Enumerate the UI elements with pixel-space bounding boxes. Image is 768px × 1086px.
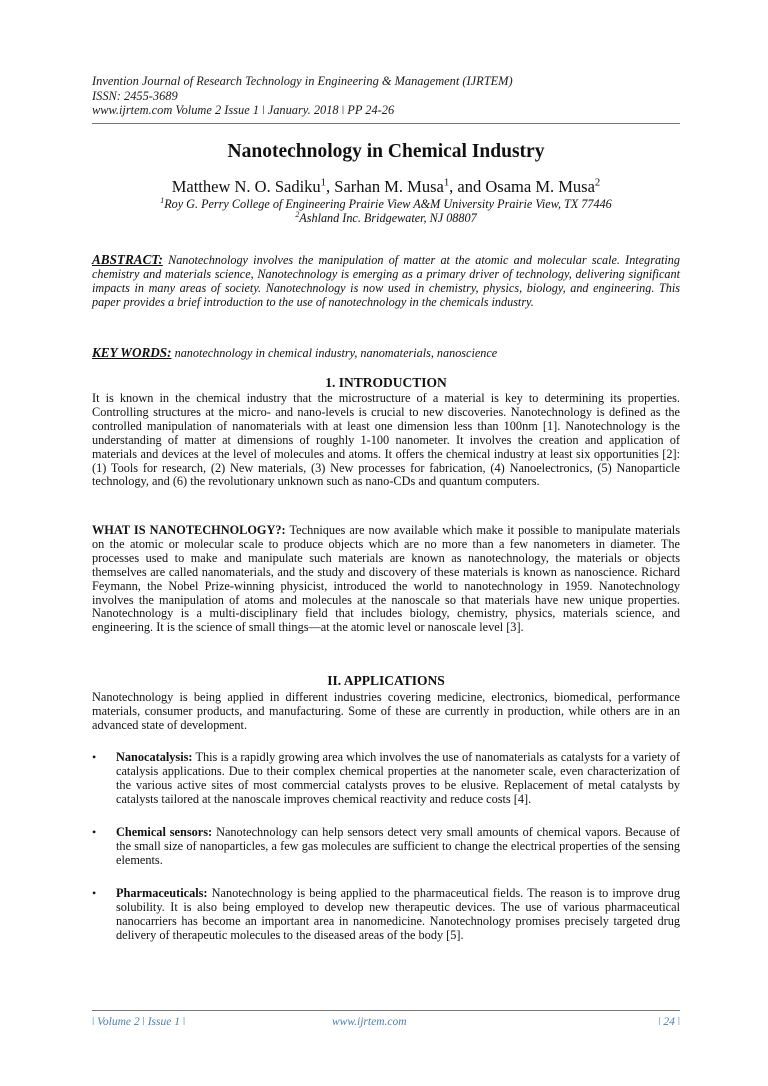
journal-volume-line: www.ijrtem.com Volume 2 Issue 1 ǀ January. 2018 ǀ PP 24-26 [92,103,395,117]
list-item [92,751,680,807]
affiliation [92,211,680,226]
abstract-text: Nanotechnology involves the manipulation of matter at the atomic and molecular scale. Integrating chemistry and materials science, Nanotechnology is emerging as a primary driver of technology, delivering significant impacts in many areas of society. Nanotechnology is now used in chemistry, physics, biology, and engineering. This paper provides a brief introduction to the use of nanotechnology in the chemicals industry. [92,253,680,309]
author-sep: , [326,177,335,196]
list-item [92,887,680,943]
journal-header [92,74,682,118]
what-is-nanotech-paragraph [92,524,680,635]
footer-website: www.ijrtem.com [332,1016,407,1028]
keywords [92,346,680,361]
section-heading-introduction: 1. INTRODUCTION [325,375,447,390]
bullet-icon: • [92,825,97,839]
footer-volume: ǀ Volume 2 ǀ Issue 1 ǀ [92,1016,186,1028]
list-item-label: Nanocatalysis: [116,750,193,764]
bullet-icon: • [92,886,97,900]
affiliation-text: Ashland Inc. Bridgewater, NJ 08807 [299,211,477,225]
footer-page-number: ǀ 24 ǀ [658,1016,680,1028]
list-item-label: Chemical sensors: [116,825,213,839]
intro-paragraph: It is known in the chemical industry that the microstructure of a material is key to determining its properties. Controlling structures at the micro- and nano-levels is crucial to new discoveries. Nanotechnology is defined as the controlled manipulation of nanomaterials with at least one dimension less than 100nm [1]. Nanotechnology is the understanding of matter at dimensions of roughly 1-100 nanometer. It involves the creation and application of materials and devices at the level of molecules and atoms. It offers the chemical industry at least six opportunities [2]: (1) Tools for research, (2) New materials, (3) New processes for fabrication, (4) Nanoelectronics, (5) Nanoparticle technology, and (6) the revolutionary unknown such as nano-CDs and quantum computers. [92,391,680,489]
journal-issn: ISSN: 2455-3689 [92,88,178,103]
header-rule [92,123,680,124]
author-sup: 1 [320,176,327,189]
list-item-text: Nanotechnology can help sensors detect very small amounts of chemical vapors. Because of the small size of nanoparticles, a few gas molecules are sufficient to change the electrical properties of the sensing elements. [116,825,680,867]
list-item-text: This is a rapidly growing area which involves the use of nanomaterials as catalysts for a variety of catalysis applications. Due to their complex chemical properties at the nanometer scale, even characterization of the various active sites of most commercial catalysts proves to be elusive. Replacement of metal catalysts by catalysts tailored at the nanoscale improves chemical reactivity and reduce costs [4]. [116,750,680,806]
journal-name: Invention Journal of Research Technology in Engineering & Management (IJRTEM) [92,74,513,88]
affiliation [92,197,680,212]
applications-intro: Nanotechnology is being applied in different industries covering medicine, electronics, biomedical, performance materials, consumer products, and manufacturing. Some of these are currently in production, while others are in an advanced state of development. [92,690,680,732]
list-item [92,826,680,868]
author-sep: , and [449,177,486,196]
what-is-nanotech-label: WHAT IS NANOTECHNOLOGY?: [92,523,286,537]
author-sup: 1 [443,176,450,189]
author-name: Osama M. Musa [485,177,595,196]
affiliation-text: Roy G. Perry College of Engineering Prairie View A&M University Prairie View, TX 77446 [164,197,612,211]
bullet-icon: • [92,750,97,764]
paper-title: Nanotechnology in Chemical Industry [227,141,545,162]
abstract-label: ABSTRACT: [92,252,163,267]
list-item-label: Pharmaceuticals: [116,886,208,900]
author-name: Sarhan M. Musa [334,177,444,196]
affiliation-sup: 2 [295,209,300,219]
section-heading-applications: II. APPLICATIONS [327,673,445,688]
footer-rule [92,1010,680,1011]
what-is-nanotech-text: Techniques are now available which make it possible to manipulate materials on the atomic or molecular scale to produce objects which are no more than a few nanometers in diameter. The processes used to make and manipulate such materials are known as nanotechnology, the materials or objects themselves are called nanomaterials, and the study and discovery of these materials is known as nanoscience. Richard Feymann, the Nobel Prize-winning physicist, introduced the world to nanotechnology in 1959. Nanotechnology involves the manipulation of atoms and molecules at the nanoscale so that materials have new unique properties. Nanotechnology is a multi-disciplinary field that includes biology, chemistry, physics, materials science, and engineering. It is the science of small things—at the atomic level or nanoscale level [3]. [92,523,681,635]
list-item-text: Nanotechnology is being applied to the pharmaceutical fields. The reason is to improve drug solubility. It is also being employed to develop new therapeutic devices. The use of various pharmaceutical nanocarriers has become an important area in nanomedicine. Nanotechnology promises precisely targeted drug delivery of therapeutic molecules to the diseased areas of the body [5]. [116,886,680,942]
author-list [92,177,680,197]
affiliation-sup: 1 [160,195,165,205]
keywords-label: KEY WORDS: [92,345,172,360]
author-sup: 2 [594,176,601,189]
keywords-text: nanotechnology in chemical industry, nanomaterials, nanoscience [174,346,498,360]
author-name: Matthew N. O. Sadiku [171,177,321,196]
abstract [92,253,680,310]
